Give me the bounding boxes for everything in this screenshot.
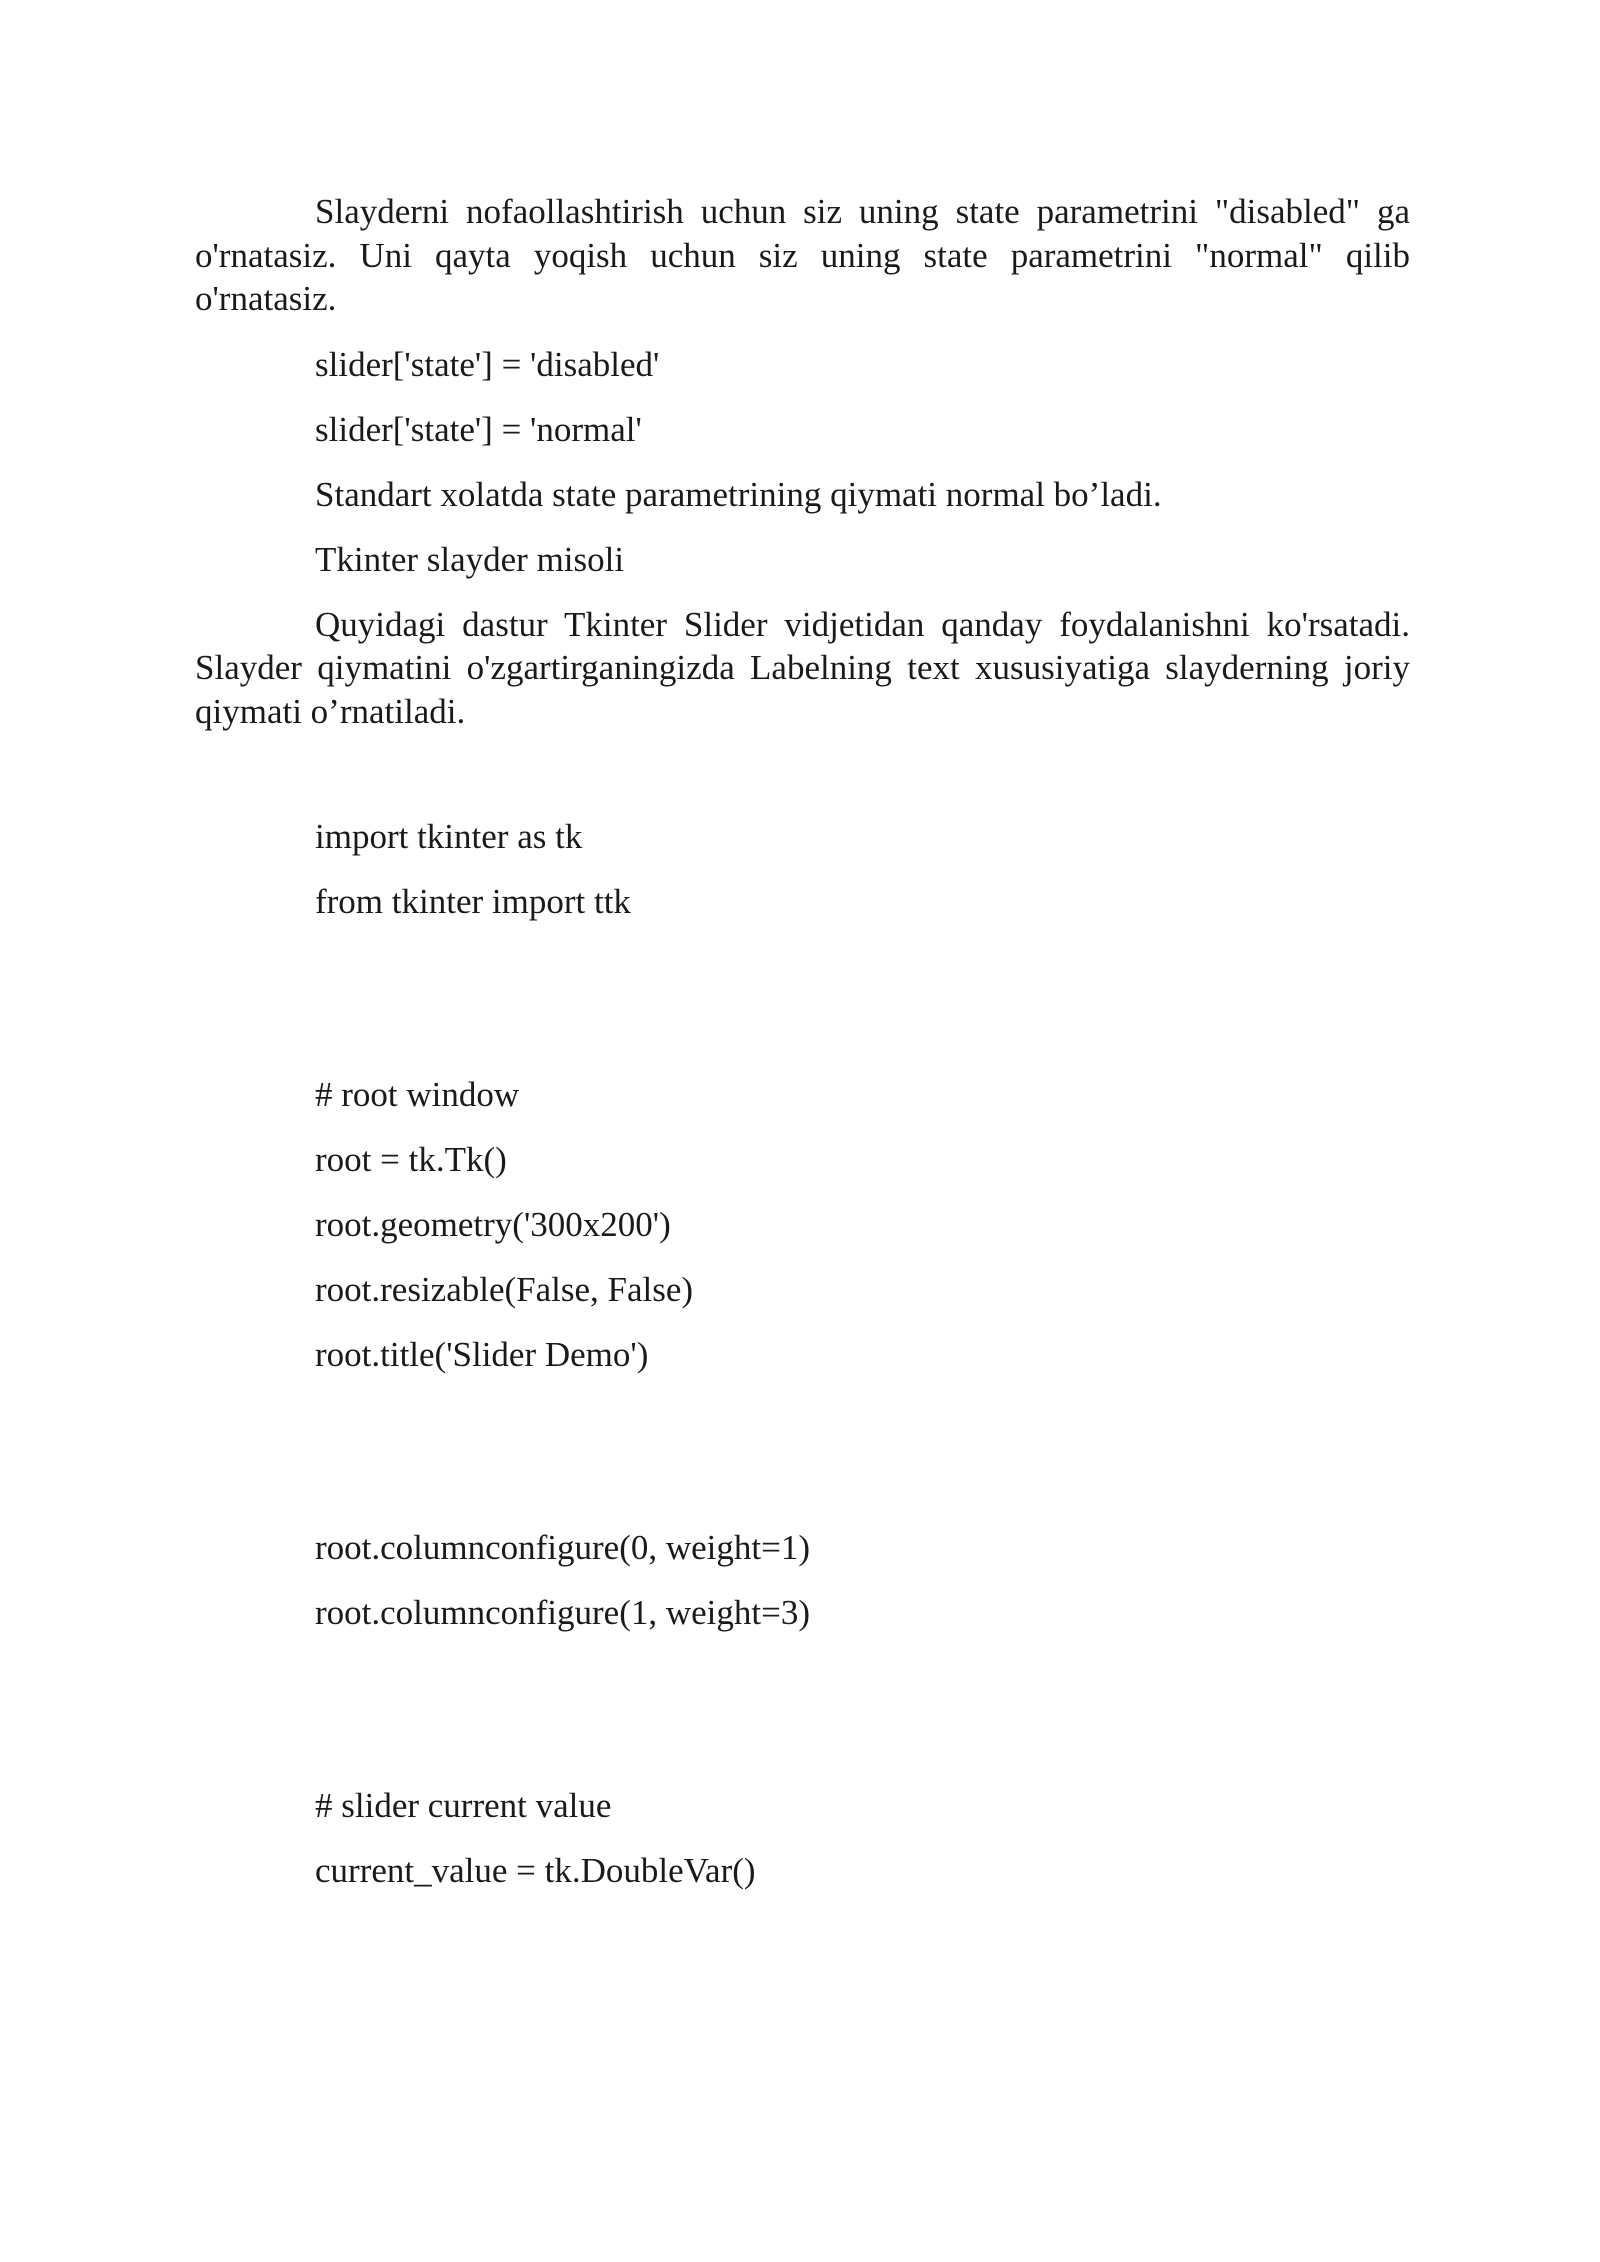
- section-heading: Tkinter slayder misoli: [315, 539, 625, 579]
- spacer: [195, 1116, 1410, 1138]
- code-line-root-create: root = tk.Tk(): [315, 1140, 507, 1179]
- spacer: [195, 1569, 1410, 1591]
- spacer: [195, 1181, 1410, 1203]
- spacer: [195, 923, 1410, 1073]
- spacer: [195, 581, 1410, 603]
- code-line-import-tk: import tkinter as tk: [315, 817, 583, 856]
- code-line-columnconfigure-0: root.columnconfigure(0, weight=1): [315, 1528, 811, 1567]
- code-line-current-value: current_value = tk.DoubleVar(): [315, 1851, 756, 1890]
- spacer: [195, 1311, 1410, 1333]
- spacer: [195, 386, 1410, 408]
- spacer: [195, 451, 1410, 473]
- document-page: [195, 190, 1410, 1892]
- spacer: [195, 733, 1410, 815]
- code-line-disable: slider['state'] = 'disabled': [315, 344, 660, 384]
- default-state-note: Standart xolatda state parametrining qiymati normal bo’ladi.: [315, 474, 1162, 514]
- paragraph-example-description: Quyidagi dastur Tkinter Slider vidjetidan qanday foydalanishni ko'rsatadi. Slayder qiymatini o'zgartirganingizda Labelning text xususiyatiga slayderning joriy qiymati o’rnatiladi.: [195, 604, 1410, 731]
- spacer: [195, 858, 1410, 880]
- spacer: [195, 1827, 1410, 1849]
- code-line-root-resizable: root.resizable(False, False): [315, 1270, 694, 1309]
- spacer: [195, 321, 1410, 343]
- spacer: [195, 1634, 1410, 1784]
- paragraph-disable-slider: Slayderni nofaollashtirish uchun siz uning state parametrini "disabled" ga o'rnatasiz. Uni qayta yoqish uchun siz uning state parametrini "normal" qilib o'rnatasiz.: [195, 192, 1410, 318]
- code-line-columnconfigure-1: root.columnconfigure(1, weight=3): [315, 1593, 811, 1632]
- spacer: [195, 516, 1410, 538]
- code-line-root-geometry: root.geometry('300x200'): [315, 1205, 671, 1244]
- spacer: [195, 1246, 1410, 1268]
- code-comment-slider-value: # slider current value: [315, 1786, 612, 1825]
- code-line-enable: slider['state'] = 'normal': [315, 409, 642, 449]
- code-comment-root-window: # root window: [315, 1075, 520, 1114]
- code-line-root-title: root.title('Slider Demo'): [315, 1335, 649, 1374]
- spacer: [195, 1376, 1410, 1526]
- code-line-import-ttk: from tkinter import ttk: [315, 882, 631, 921]
